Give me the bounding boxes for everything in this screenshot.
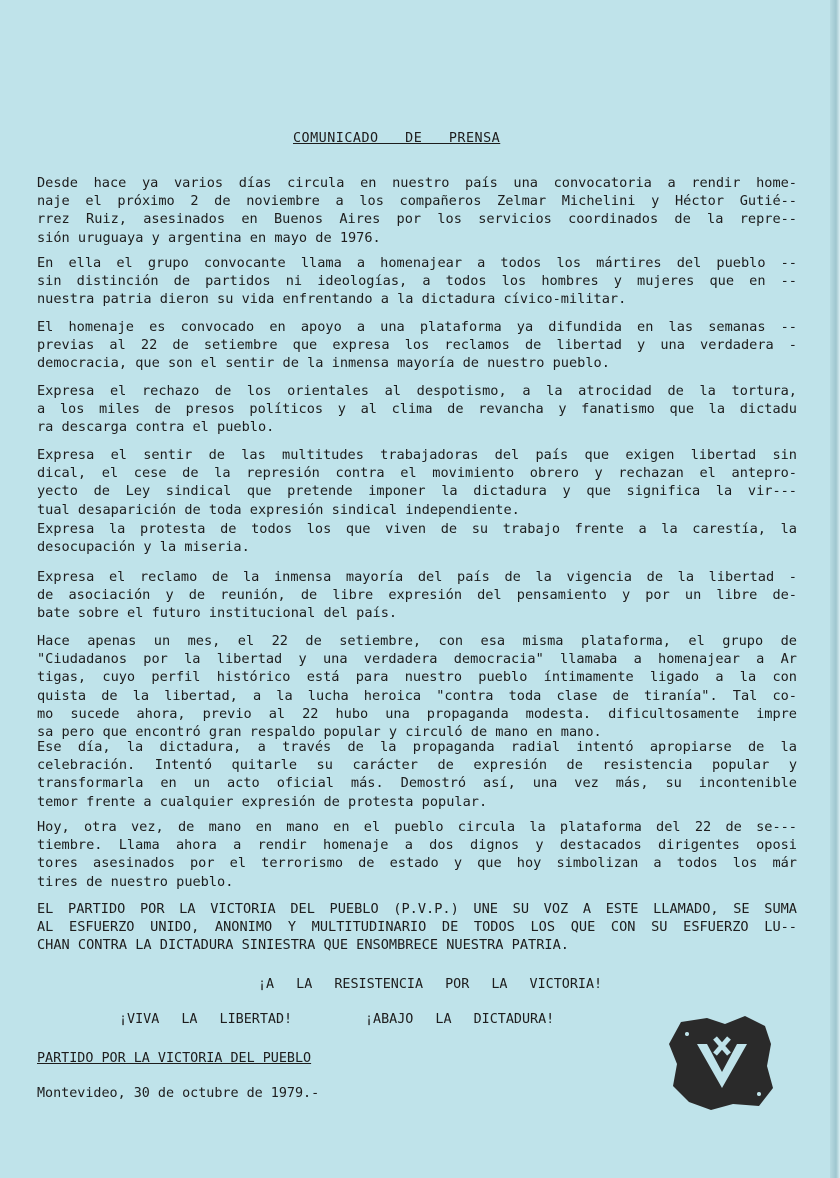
paragraph: [37, 382, 797, 437]
paragraph-line: temor frente a cualquier expresión de protesta popular.: [37, 793, 488, 810]
paragraph-line: tigas, cuyo perfil histórico está para nuestro pueblo íntimamente ligado a la con: [37, 669, 797, 686]
paragraph-line: Expresa el reclamo de la inmensa mayoría del país de la vigencia de la libertad -: [37, 569, 797, 585]
paragraph-line: AL ESFUERZO UNIDO, ANONIMO Y MULTITUDINARIO DE TODOS LOS QUE CON SU ESFUERZO LU--: [37, 919, 797, 936]
paragraph: [37, 568, 797, 623]
paragraph-line: sa pero que encontró gran respaldo popular y circuló de mano en mano.: [37, 723, 602, 740]
paragraph-line: tiembre. Llama ahora a rendir homenaje a dos dignos y destacados dirigentes oposi: [37, 837, 797, 854]
paragraph-line: mo sucede ahora, previo al 22 hubo una propaganda modesta. dificultosamente impre: [37, 705, 797, 722]
paragraph-line: tires de nuestro pueblo.: [37, 873, 234, 890]
paragraph-line: nuestra patria dieron su vida enfrentando a la dictadura cívico-militar.: [37, 291, 627, 308]
paragraph-line: dical, el cese de la represión contra el movimiento obrero y rechazan el antepro-: [37, 465, 797, 482]
paragraph-line: tual desaparición de toda expresión sindical independiente.: [37, 501, 520, 518]
paragraph-line: sin distinción de partidos ni ideologías, a todos los hombres y mujeres que en --: [37, 273, 797, 290]
paragraph-line: En ella el grupo convocante llama a homenajear a todos los mártires del pueblo --: [37, 255, 797, 271]
paragraph: [37, 738, 797, 811]
paragraph-line: democracia, que son el sentir de la inmensa mayoría de nuestro pueblo.: [37, 355, 610, 372]
paragraph-line: CHAN CONTRA LA DICTADURA SINIESTRA QUE ENSOMBRECE NUESTRA PATRIA.: [37, 937, 569, 954]
paragraph-line: Expresa el sentir de las multitudes trabajadoras del país que exigen libertad sin: [37, 447, 797, 463]
paragraph: [37, 818, 797, 891]
paragraph-line: rrez Ruiz, asesinados en Buenos Aires por los servicios coordinados de la repre--: [37, 211, 797, 228]
paragraph-line: naje el próximo 2 de noviembre a los compañeros Zelmar Michelini y Héctor Gutié--: [37, 193, 797, 210]
paragraph-line: Hace apenas un mes, el 22 de setiembre, con esa misma plataforma, el grupo de: [37, 633, 797, 649]
paragraph-line: celebración. Intentó quitarle su carácter de expresión de resistencia popular y: [37, 757, 797, 774]
paragraph-line: tores asesinados por el terrorismo de estado y que hoy simbolizan a todos los már: [37, 855, 797, 872]
paragraph-line: El homenaje es convocado en apoyo a una plataforma ya difundida en las semanas --: [37, 319, 797, 335]
paragraph: [37, 174, 797, 247]
place-date: Montevideo, 30 de octubre de 1979.-: [37, 1086, 320, 1101]
paper-edge: [830, 0, 840, 1178]
paragraph-line: sión uruguaya y argentina en mayo de 1976.: [37, 229, 381, 246]
paragraph-line: ra descarga contra el pueblo.: [37, 419, 275, 436]
paragraph: [37, 632, 797, 741]
paragraph-line: desocupación y la miseria.: [37, 539, 250, 556]
paragraph-line: Desde hace ya varios días circula en nuestro país una convocatoria a rendir home-: [37, 175, 797, 191]
paragraph-line: de asociación y de reunión, de libre expresión del pensamiento y por un libre de-: [37, 587, 797, 604]
paragraph: [37, 446, 797, 519]
paragraph-line: EL PARTIDO POR LA VICTORIA DEL PUEBLO (P.V.P.) UNE SU VOZ A ESTE LLAMADO, SE SUMA: [37, 901, 797, 917]
paragraph-line: transformarla en un acto oficial más. Demostró así, una vez más, su incontenible: [37, 775, 797, 792]
signature: PARTIDO POR LA VICTORIA DEL PUEBLO: [37, 1051, 312, 1066]
slogan-resistencia: ¡A LA RESISTENCIA POR LA VICTORIA!: [258, 977, 603, 992]
paragraph-line: Expresa el rechazo de los orientales al despotismo, a la atrocidad de la tortura,: [37, 383, 797, 399]
paragraph-line: quista de la libertad, a la lucha heroica "contra toda clase de tiranía". Tal co-: [37, 687, 797, 704]
page-title: COMUNICADO DE PRENSA: [293, 131, 501, 146]
slogan-dictadura: ¡ABAJO LA DICTADURA!: [365, 1012, 555, 1027]
paragraph-line: Ese día, la dictadura, a través de la propaganda radial intentó apropiarse de la: [37, 739, 797, 755]
paragraph-line: Expresa la protesta de todos los que viven de su trabajo frente a la carestía, la: [37, 521, 797, 537]
paragraph: [37, 254, 797, 309]
paragraph-line: a los miles de presos políticos y al clima de revancha y fanatismo que la dictadu: [37, 401, 797, 418]
paragraph-line: Hoy, otra vez, de mano en mano en el pueblo circula la plataforma del 22 de se---: [37, 819, 797, 835]
paragraph: [37, 520, 797, 556]
slogan-libertad: ¡VIVA LA LIBERTAD!: [119, 1012, 293, 1027]
paragraph-line: previas al 22 de setiembre que expresa los reclamos de libertad y una verdadera -: [37, 337, 797, 354]
paragraph-line: bate sobre el futuro institucional del país.: [37, 605, 398, 622]
pvp-emblem-icon: [667, 1014, 777, 1110]
paragraph: [37, 900, 797, 955]
paragraph-line: yecto de Ley sindical que pretende imponer la dictadura y que significa la vir---: [37, 483, 797, 500]
paragraph: [37, 318, 797, 373]
paragraph-line: "Ciudadanos por la libertad y una verdadera democracia" llamaba a homenajear a Ar: [37, 651, 797, 668]
